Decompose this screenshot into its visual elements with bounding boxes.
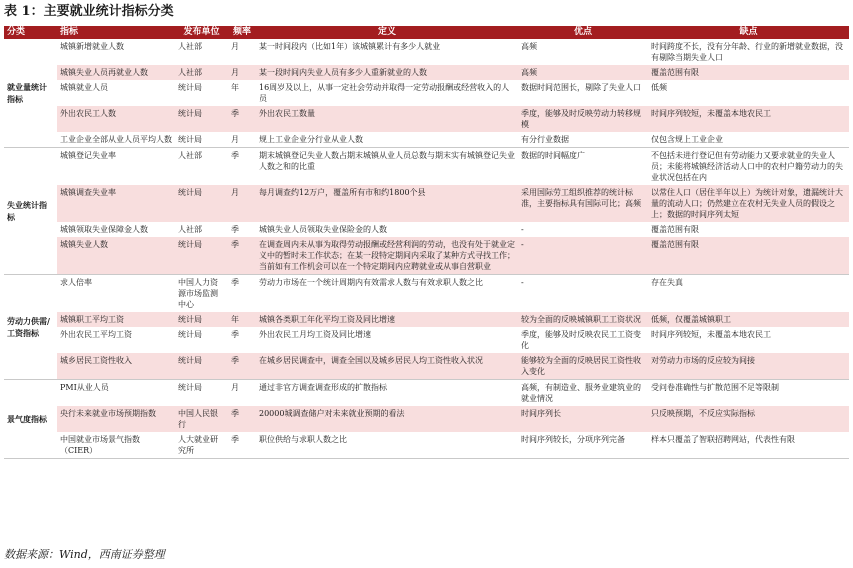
cell-indicator: 工业企业全部从业人员平均人数 bbox=[57, 132, 175, 148]
indicator-table bbox=[4, 26, 849, 459]
cell-frequency: 季 bbox=[228, 353, 256, 380]
cell-indicator: 城镇职工平均工资 bbox=[57, 312, 175, 327]
cell-frequency: 季 bbox=[228, 275, 256, 313]
cell-definition: 通过非官方调查调查形成的扩散指标 bbox=[256, 380, 518, 407]
cell-publisher: 统计局 bbox=[175, 380, 228, 407]
cell-frequency: 季 bbox=[228, 406, 256, 432]
cell-frequency: 季 bbox=[228, 106, 256, 132]
cell-definition: 外出农民工月均工资及同比增速 bbox=[256, 327, 518, 353]
header-pros: 优点 bbox=[518, 26, 648, 39]
cell-indicator: 城镇新增就业人数 bbox=[57, 39, 175, 65]
cell-frequency: 季 bbox=[228, 237, 256, 275]
category-cell: 劳动力供需/工资指标 bbox=[4, 275, 57, 380]
cell-publisher: 统计局 bbox=[175, 237, 228, 275]
table-title: 表 1：主要就业统计指标分类 bbox=[4, 4, 174, 19]
header-frequency: 频率 bbox=[228, 26, 256, 39]
cell-pros: 数据的时间幅度广 bbox=[518, 148, 648, 186]
table-row bbox=[4, 132, 849, 148]
cell-indicator: 中国就业市场景气指数（CIER） bbox=[57, 432, 175, 459]
cell-definition: 某一段时间内失业人员有多少人重新就业的人数 bbox=[256, 65, 518, 80]
cell-cons: 只反映预期，不反应实际指标 bbox=[648, 406, 849, 432]
cell-pros: 数据时间范围长，剔除了失业人口 bbox=[518, 80, 648, 106]
cell-pros: 较为全面的反映城镇职工工资状况 bbox=[518, 312, 648, 327]
table-row bbox=[4, 65, 849, 80]
cell-cons: 时间序列较短，未覆盖本地农民工 bbox=[648, 327, 849, 353]
cell-cons: 受问卷准确性与扩散范围不足等限制 bbox=[648, 380, 849, 407]
cell-cons: 覆盖范围有限 bbox=[648, 237, 849, 275]
cell-pros: 有分行业数据 bbox=[518, 132, 648, 148]
cell-frequency: 年 bbox=[228, 312, 256, 327]
cell-pros: 能够较为全面的反映居民工资性收入变化 bbox=[518, 353, 648, 380]
cell-definition: 城镇各类职工年化平均工资及同比增速 bbox=[256, 312, 518, 327]
cell-cons: 不包括未进行登记但有劳动能力又要求就业的失业人员；未能将城镇经济活动人口中的农村户籍劳动力的失业状况包括在内 bbox=[648, 148, 849, 186]
table-row bbox=[4, 432, 849, 459]
cell-indicator: 城镇登记失业率 bbox=[57, 148, 175, 186]
cell-frequency: 月 bbox=[228, 132, 256, 148]
cell-definition: 在城乡居民调查中，调查全国以及城乡居民人均工资性收入状况 bbox=[256, 353, 518, 380]
table-row bbox=[4, 275, 849, 313]
cell-definition: 期末城镇登记失业人数占期末城镇从业人员总数与期末实有城镇登记失业人数之和的比重 bbox=[256, 148, 518, 186]
table-row bbox=[4, 222, 849, 237]
header-indicator: 指标 bbox=[57, 26, 175, 39]
cell-pros: - bbox=[518, 275, 648, 313]
cell-publisher: 统计局 bbox=[175, 132, 228, 148]
cell-publisher: 人社部 bbox=[175, 65, 228, 80]
cell-definition: 劳动力市场在一个统计周期内有效需求人数与有效求职人数之比 bbox=[256, 275, 518, 313]
cell-publisher: 统计局 bbox=[175, 106, 228, 132]
table-row bbox=[4, 185, 849, 222]
category-cell: 失业统计指标 bbox=[4, 148, 57, 275]
cell-pros: 采用国际劳工组织推荐的统计标准，主要指标具有国际可比；高频 bbox=[518, 185, 648, 222]
header-publisher: 发布单位 bbox=[175, 26, 228, 39]
cell-publisher: 人社部 bbox=[175, 148, 228, 186]
cell-frequency: 季 bbox=[228, 432, 256, 459]
cell-publisher: 统计局 bbox=[175, 327, 228, 353]
cell-pros: 时间序列较长，分项序列完备 bbox=[518, 432, 648, 459]
cell-publisher: 统计局 bbox=[175, 80, 228, 106]
cell-indicator: 城镇失业人员再就业人数 bbox=[57, 65, 175, 80]
table-row bbox=[4, 148, 849, 186]
cell-definition: 某一时间段内（比如1年）该城镇累计有多少人就业 bbox=[256, 39, 518, 65]
cell-pros: 高频，有制造业、服务业建筑业的就业情况 bbox=[518, 380, 648, 407]
cell-publisher: 中国人力资源市场监测中心 bbox=[175, 275, 228, 313]
cell-frequency: 季 bbox=[228, 148, 256, 186]
cell-publisher: 人社部 bbox=[175, 222, 228, 237]
source-note: 数据来源：Wind，西南证券整理 bbox=[4, 548, 165, 561]
cell-pros: - bbox=[518, 237, 648, 275]
cell-pros: - bbox=[518, 222, 648, 237]
cell-pros: 季度，能够及时反映劳动力转移规模 bbox=[518, 106, 648, 132]
category-cell: 景气度指标 bbox=[4, 380, 57, 459]
cell-indicator: 求人倍率 bbox=[57, 275, 175, 313]
cell-cons: 低频 bbox=[648, 80, 849, 106]
cell-indicator: 外出农民工平均工资 bbox=[57, 327, 175, 353]
table-row bbox=[4, 353, 849, 380]
cell-cons: 样本只覆盖了智联招聘网站，代表性有限 bbox=[648, 432, 849, 459]
cell-frequency: 月 bbox=[228, 39, 256, 65]
cell-indicator: PMI从业人员 bbox=[57, 380, 175, 407]
cell-frequency: 年 bbox=[228, 80, 256, 106]
cell-indicator: 城镇领取失业保障金人数 bbox=[57, 222, 175, 237]
cell-frequency: 季 bbox=[228, 327, 256, 353]
header-row bbox=[4, 26, 849, 39]
table-row bbox=[4, 237, 849, 275]
cell-pros: 高频 bbox=[518, 39, 648, 65]
table-row bbox=[4, 380, 849, 407]
cell-cons: 时间序列较短，未覆盖本地农民工 bbox=[648, 106, 849, 132]
cell-indicator: 城镇调查失业率 bbox=[57, 185, 175, 222]
cell-definition: 在调查周内未从事为取得劳动报酬或经营利润的劳动，也没有处于就业定义中的暂时未工作状态；在某一段特定期间内采取了某种方式寻找工作；当前如有工作机会可以在一个特定期间内应聘就业或从事自营职业 bbox=[256, 237, 518, 275]
cell-indicator: 央行未来就业市场预期指数 bbox=[57, 406, 175, 432]
cell-cons: 时间跨度不长，没有分年龄、行业的新增就业数据，没有剔除当期失业人口 bbox=[648, 39, 849, 65]
table-row bbox=[4, 106, 849, 132]
cell-frequency: 月 bbox=[228, 185, 256, 222]
table-row bbox=[4, 406, 849, 432]
cell-indicator: 外出农民工人数 bbox=[57, 106, 175, 132]
cell-pros: 高频 bbox=[518, 65, 648, 80]
cell-definition: 20000城调查储户对未来就业预期的看法 bbox=[256, 406, 518, 432]
cell-indicator: 城镇失业人数 bbox=[57, 237, 175, 275]
cell-publisher: 人社部 bbox=[175, 39, 228, 65]
cell-publisher: 人大就业研究所 bbox=[175, 432, 228, 459]
table-row bbox=[4, 39, 849, 65]
cell-publisher: 统计局 bbox=[175, 312, 228, 327]
cell-definition: 职位供给与求职人数之比 bbox=[256, 432, 518, 459]
cell-cons: 存在失真 bbox=[648, 275, 849, 313]
cell-frequency: 月 bbox=[228, 65, 256, 80]
cell-indicator: 城乡居民工资性收入 bbox=[57, 353, 175, 380]
cell-cons: 对劳动力市场的反应较为间接 bbox=[648, 353, 849, 380]
cell-definition: 城镇失业人员领取失业保险金的人数 bbox=[256, 222, 518, 237]
cell-pros: 时间序列长 bbox=[518, 406, 648, 432]
cell-publisher: 统计局 bbox=[175, 185, 228, 222]
cell-indicator: 城镇就业人员 bbox=[57, 80, 175, 106]
table-row bbox=[4, 312, 849, 327]
cell-publisher: 统计局 bbox=[175, 353, 228, 380]
cell-cons: 低频，仅覆盖城镇职工 bbox=[648, 312, 849, 327]
cell-pros: 季度，能够及时反映农民工工资变化 bbox=[518, 327, 648, 353]
table-row bbox=[4, 327, 849, 353]
cell-frequency: 季 bbox=[228, 222, 256, 237]
header-cons: 缺点 bbox=[648, 26, 849, 39]
header-category: 分类 bbox=[4, 26, 57, 39]
cell-cons: 覆盖范围有限 bbox=[648, 222, 849, 237]
cell-publisher: 中国人民银行 bbox=[175, 406, 228, 432]
cell-frequency: 月 bbox=[228, 380, 256, 407]
cell-definition: 每月调查约12万户，覆盖所有市和约1800个县 bbox=[256, 185, 518, 222]
header-definition: 定义 bbox=[256, 26, 518, 39]
cell-definition: 规上工业企业分行业从业人数 bbox=[256, 132, 518, 148]
cell-definition: 外出农民工数量 bbox=[256, 106, 518, 132]
cell-cons: 覆盖范围有限 bbox=[648, 65, 849, 80]
cell-definition: 16周岁及以上，从事一定社会劳动并取得一定劳动报酬或经营收入的人员 bbox=[256, 80, 518, 106]
table-row bbox=[4, 80, 849, 106]
category-cell: 就业量统计指标 bbox=[4, 39, 57, 148]
cell-cons: 以常住人口（居住半年以上）为统计对象，遗漏统计大量的流动人口；仍然建立在农村无失业人员的假设之上；数据的时间序列太短 bbox=[648, 185, 849, 222]
cell-cons: 仅包含规上工业企业 bbox=[648, 132, 849, 148]
